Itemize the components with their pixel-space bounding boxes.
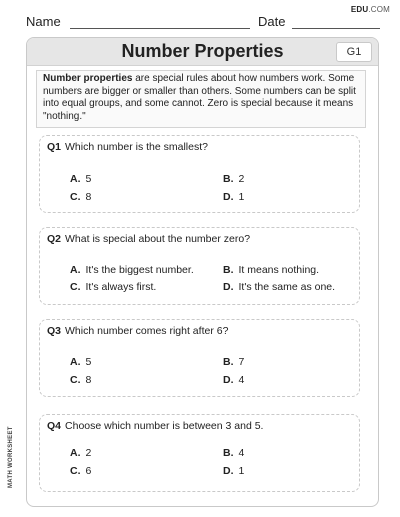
- option-a[interactable]: [70, 356, 91, 368]
- option-d[interactable]: [223, 191, 244, 203]
- option-text: It means nothing.: [238, 264, 320, 276]
- option-letter: B.: [223, 356, 234, 368]
- question-header: [47, 233, 250, 245]
- option-letter: C.: [70, 281, 81, 293]
- option-text: 4: [238, 447, 245, 459]
- question-header: [47, 325, 228, 337]
- option-text: 8: [85, 191, 92, 203]
- question-card: [39, 227, 360, 305]
- worksheet-title: Number Properties: [121, 41, 284, 61]
- option-a[interactable]: [70, 173, 91, 185]
- question-header: [47, 141, 208, 153]
- option-text: 7: [238, 356, 245, 368]
- intro-box: [36, 70, 366, 128]
- name-date-row: [26, 14, 380, 32]
- name-blank[interactable]: [70, 28, 250, 29]
- option-letter: D.: [223, 465, 234, 477]
- intro-bold: Number properties: [43, 73, 133, 84]
- question-card: [39, 135, 360, 213]
- option-letter: B.: [223, 264, 234, 276]
- option-b[interactable]: [223, 447, 244, 459]
- option-b[interactable]: [223, 264, 319, 276]
- option-text: 1: [238, 465, 245, 477]
- question-text: What is special about the number zero?: [65, 233, 251, 245]
- option-c[interactable]: [70, 465, 91, 477]
- option-text: 2: [238, 173, 245, 185]
- option-text: 5: [85, 173, 92, 185]
- question-header: [47, 420, 263, 432]
- option-letter: D.: [223, 191, 234, 203]
- option-d[interactable]: [223, 465, 244, 477]
- option-letter: A.: [70, 447, 81, 459]
- option-letter: C.: [70, 374, 81, 386]
- option-letter: C.: [70, 465, 81, 477]
- option-letter: C.: [70, 191, 81, 203]
- question-card: [39, 319, 360, 397]
- option-text: 6: [85, 465, 92, 477]
- name-label: Name: [26, 14, 61, 29]
- option-text: 4: [238, 374, 245, 386]
- option-text: It's the biggest number.: [85, 264, 194, 276]
- option-letter: D.: [223, 281, 234, 293]
- question-card: [39, 414, 360, 492]
- option-text: 1: [238, 191, 245, 203]
- question-text: Choose which number is between 3 and 5.: [65, 420, 264, 432]
- option-a[interactable]: [70, 264, 194, 276]
- option-b[interactable]: [223, 173, 244, 185]
- question-number: Q3: [47, 325, 62, 337]
- brand-edu: EDU: [350, 5, 369, 14]
- option-letter: A.: [70, 264, 81, 276]
- worksheet-panel: [26, 37, 379, 507]
- date-blank[interactable]: [292, 28, 380, 29]
- question-number: Q1: [47, 141, 62, 153]
- date-label: Date: [258, 14, 286, 29]
- title-bar: [27, 38, 378, 66]
- option-letter: B.: [223, 173, 234, 185]
- option-letter: D.: [223, 374, 234, 386]
- grade-badge: G1: [336, 42, 372, 62]
- option-c[interactable]: [70, 191, 91, 203]
- intro-text: are special rules about how numbers work. Some numbers are bigger or smaller than others. Some numbers can be split into equal groups, and some cannot. Zero is special because it means "nothing.": [43, 73, 356, 122]
- question-number: Q2: [47, 233, 62, 245]
- question-number: Q4: [47, 420, 62, 432]
- option-a[interactable]: [70, 447, 91, 459]
- option-text: It's always first.: [85, 281, 157, 293]
- option-text: It's the same as one.: [238, 281, 336, 293]
- brand-com: .COM: [368, 5, 390, 14]
- question-text: Which number is the smallest?: [65, 141, 208, 153]
- option-c[interactable]: [70, 374, 91, 386]
- option-letter: B.: [223, 447, 234, 459]
- option-d[interactable]: [223, 281, 335, 293]
- option-letter: A.: [70, 173, 81, 185]
- side-label: MATH WORKSHEET: [8, 426, 14, 488]
- option-letter: A.: [70, 356, 81, 368]
- option-text: 8: [85, 374, 92, 386]
- option-text: 5: [85, 356, 92, 368]
- option-d[interactable]: [223, 374, 244, 386]
- option-text: 2: [85, 447, 92, 459]
- option-c[interactable]: [70, 281, 156, 293]
- question-text: Which number comes right after 6?: [65, 325, 229, 337]
- option-b[interactable]: [223, 356, 244, 368]
- brand-logo: [351, 5, 390, 14]
